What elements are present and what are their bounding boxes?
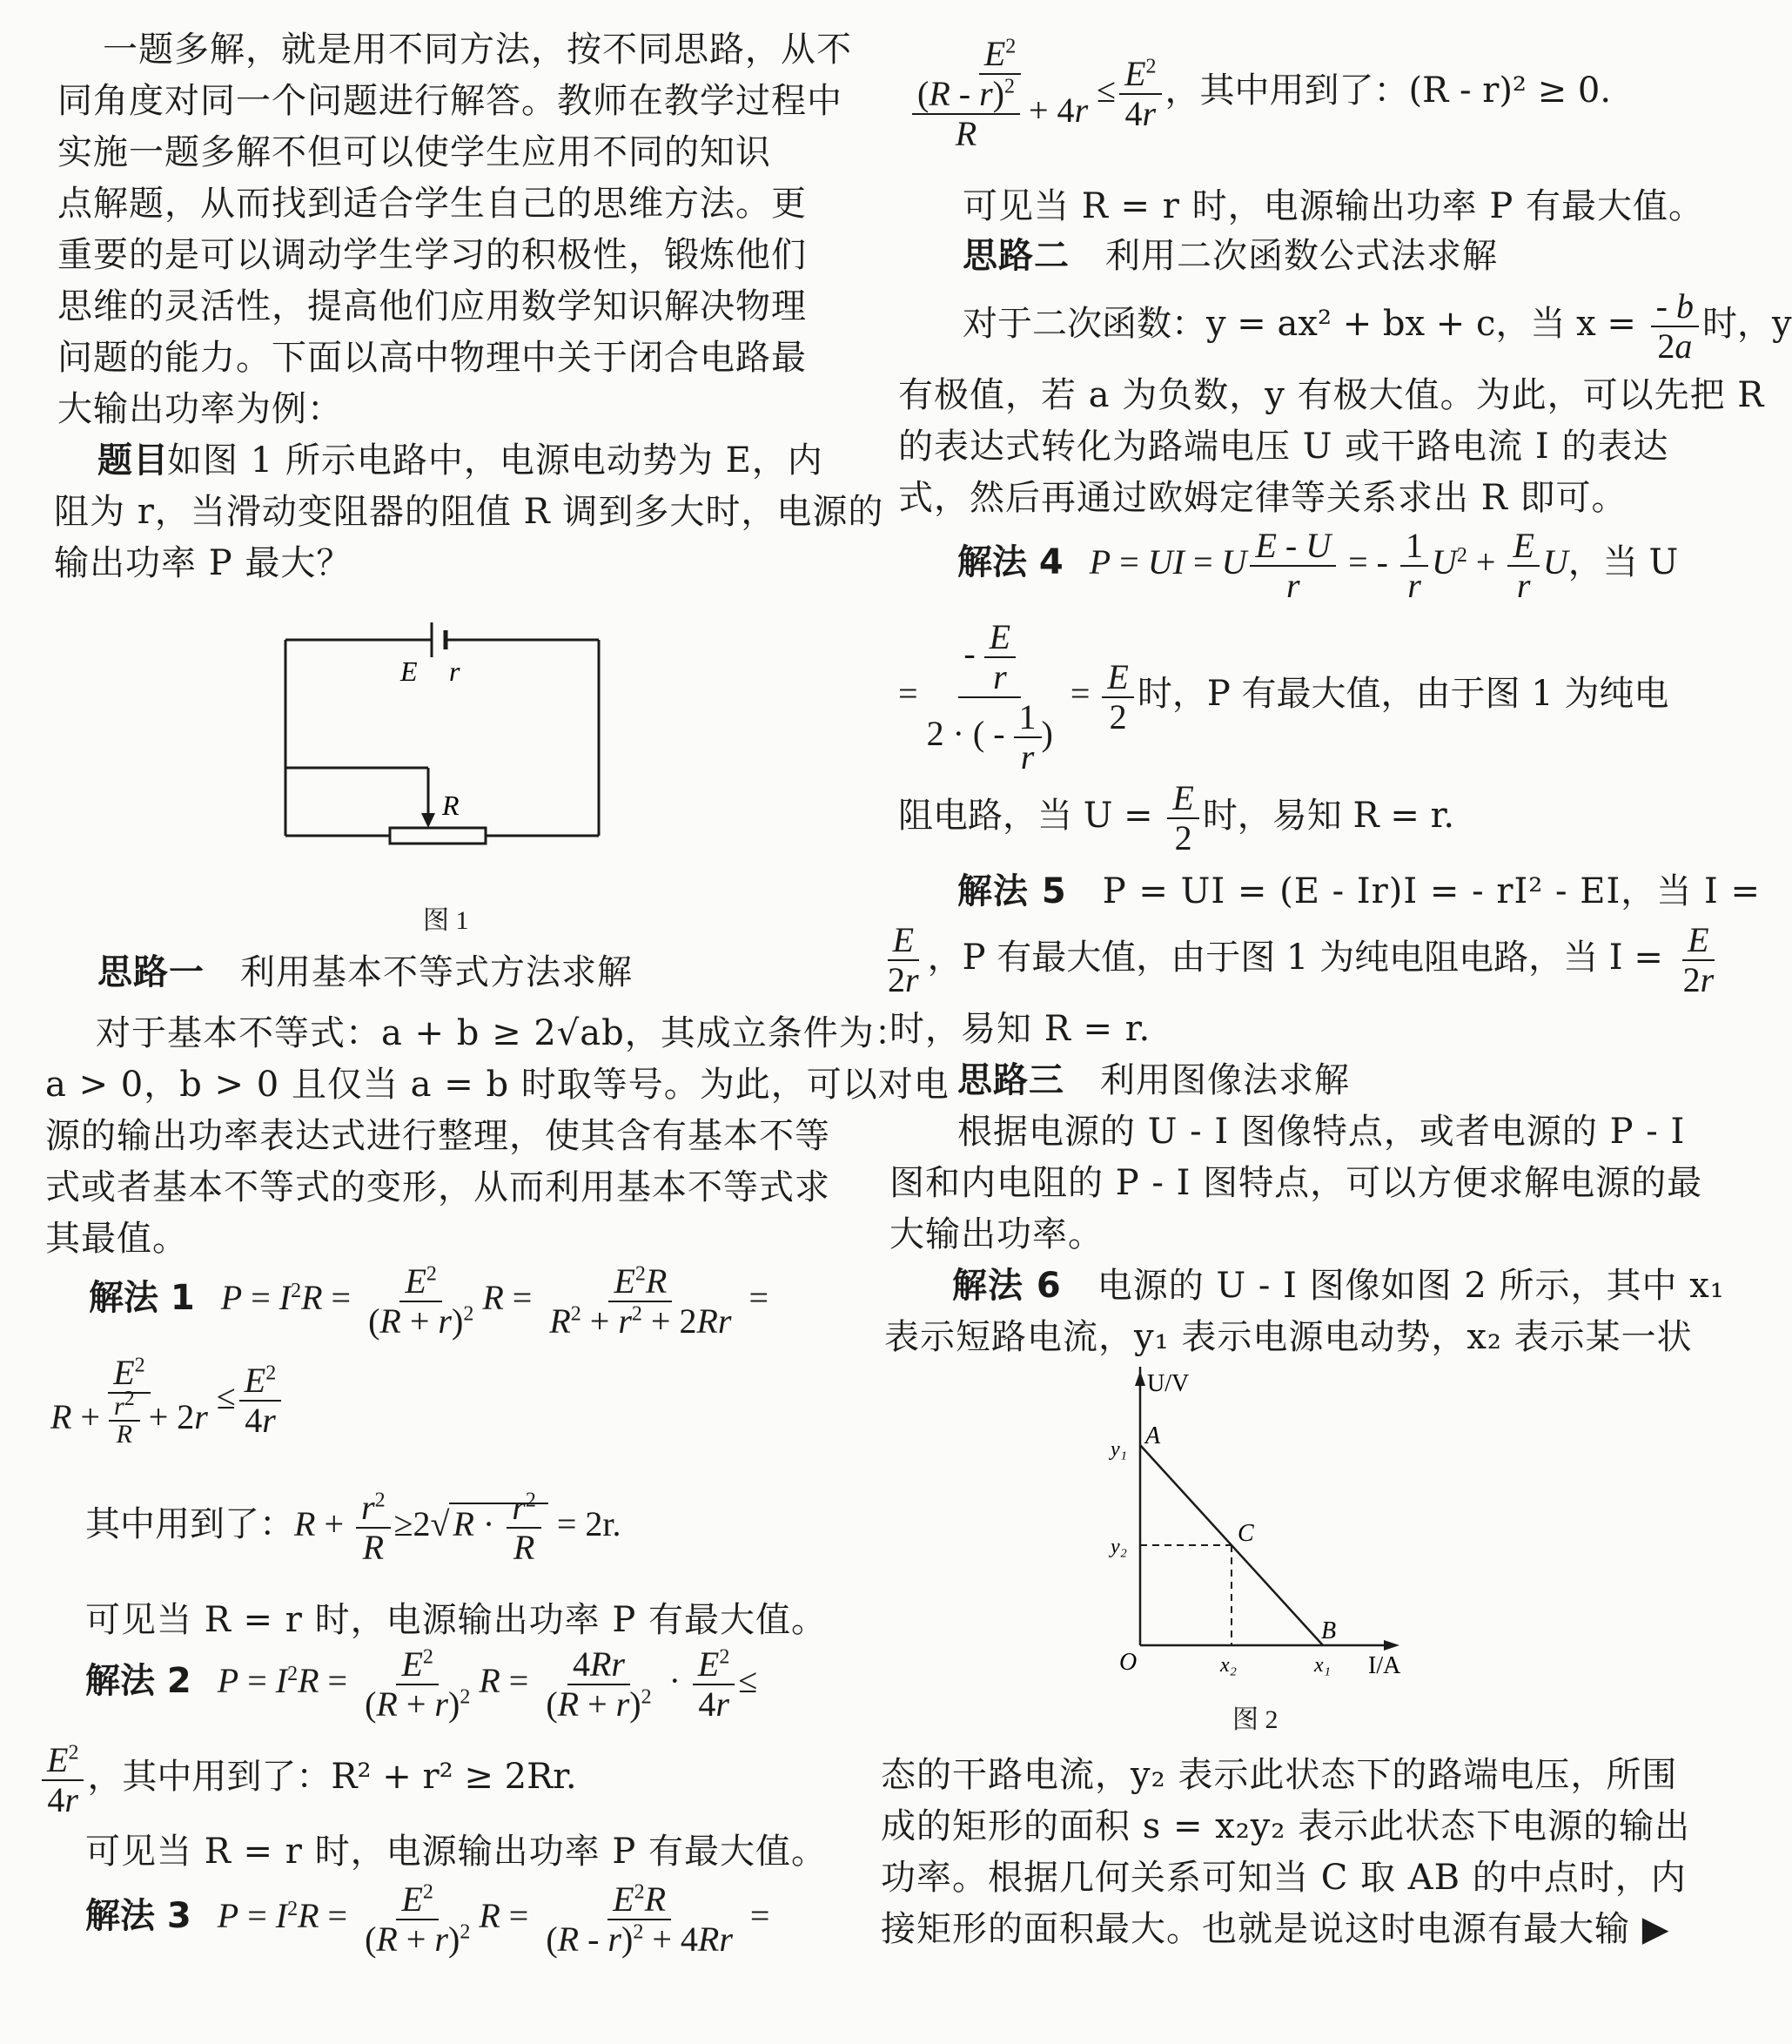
solution-4-tail-1: ，当 U (1567, 542, 1679, 583)
solution-5-line-1: P = UI = (E - Ir)I = - rI² - EI，当 I = (1102, 871, 1761, 911)
origin-label: O (1119, 1649, 1138, 1676)
figure-1-circuit (261, 609, 627, 862)
solution-3-formula: 解法 3 $P = I^2R$ = $\frac{E^2}{(R + r)^2}$ R = $\frac{E^2R}{(R - r)^2 + 4Rr}$ = (85, 1879, 770, 1959)
idea-2-line: 有极值，若 a 为负数，y 有极大值。为此，可以先把 R (898, 375, 1765, 415)
solution-6-line: 表示短路电流，y₁ 表示电源电动势，x₂ 表示某一状 (884, 1317, 1693, 1357)
solution-4-line-3b: 时，易知 R = r. (1202, 796, 1455, 836)
solution-2-note: $\frac{E^2}{4r}$ ，其中用到了：R² + r² ≥ 2Rr. (38, 1741, 577, 1819)
solution-3-label: 解法 3 (85, 1896, 191, 1937)
idea-3-title: 利用图像法求解 (1100, 1060, 1350, 1100)
solution-5-line-2-text: ，P 有最大值，由于图 1 为纯电阻电路，当 I = (927, 938, 1663, 978)
intro-line: 大输出功率为例： (57, 389, 343, 429)
solution-4-formula: 解法 4 P = UI = U $\frac{E - U}{r}$ = - $\frac{1}{r}$ $U^2$ + $\frac{E}{r}$ U，当 U (957, 526, 1679, 605)
idea-1-line: 式或者基本不等式的变形，从而利用基本不等式求 (45, 1167, 830, 1207)
solution-5-line-2: $\frac{E}{2r}$ ，P 有最大值，由于图 1 为纯电阻电路，当 I = $\frac{E}{2r}$ (888, 920, 1715, 999)
idea-2-line: 的表达式转化为路端电压 U 或干路电流 I 的表达 (898, 427, 1669, 467)
idea-1-line: 源的输出功率表达式进行整理，使其含有基本不等 (45, 1116, 830, 1156)
solution-2-conclusion: 可见当 R = r 时，电源输出功率 P 有最大值。 (85, 1832, 827, 1872)
solution-2-label: 解法 2 (85, 1661, 191, 1702)
intro-line: 实施一题多解不但可以使学生应用不同的知识 (57, 132, 771, 172)
solution-4-tail-2: 时，P 有最大值，由于图 1 为纯电 (1137, 674, 1669, 715)
solution-1-conclusion: 可见当 R = r 时，电源输出功率 P 有最大值。 (85, 1600, 827, 1640)
solution-4-formula-2: = - $\frac{E}{r}$ 2 · ( - $\frac{1}{r}$ ) = $\frac{E}{2}$ 时，P 有最大值，由于图 1 为纯电 (898, 617, 1669, 777)
solution-6-label: 解法 6 (952, 1266, 1062, 1306)
solution-1-note: 其中用到了：R + $\frac{r^2}{R}$ ≥2√ R · $\frac{r^2}{R}$ = 2r. (85, 1488, 621, 1567)
figure-2-graph (1097, 1367, 1427, 1680)
intro-line: 点解题，从而找到适合学生自己的思维方法。更 (57, 184, 807, 224)
idea-2-line-1a: 对于二次函数：y = ax² + bx + c，当 x = (963, 304, 1636, 344)
idea-2-title: 利用二次函数公式法求解 (1105, 236, 1498, 276)
y-axis-label: U/V (1147, 1370, 1190, 1397)
solution-1-note-tail: = 2r. (556, 1504, 621, 1544)
solution-3-note: ，其中用到了：(R - r)² ≥ 0. (1164, 71, 1612, 111)
idea-1-label: 思路一 (97, 952, 205, 992)
intro-line: 同角度对同一个问题进行解答。教师在教学过程中 (57, 81, 842, 121)
idea-1-line: a > 0，b > 0 且仅当 a = b 时取等号。为此，可以对电 (45, 1065, 950, 1105)
problem-line: 如图 1 所示电路中，电源电动势为 E，内 (167, 440, 823, 481)
idea-3-line: 大输出功率。 (889, 1214, 1104, 1254)
solution-5-line-3: 时，易知 R = r. (889, 1009, 1151, 1049)
solution-6-after-line: 成的矩形的面积 s = x₂y₂ 表示此状态下电源的输出 (881, 1806, 1691, 1846)
figure-1-caption: 图 1 (423, 906, 469, 935)
idea-3-label: 思路三 (957, 1060, 1064, 1100)
solution-4-line-3: 阻电路，当 U = $\frac{E}{2}$ 时，易知 R = r. (898, 778, 1455, 857)
problem-line: 阻为 r，当滑动变阻器的阻值 R 调到多大时，电源的 (54, 492, 884, 532)
point-B-label: B (1321, 1617, 1337, 1644)
point-A-label: A (1145, 1422, 1161, 1449)
solution-5-label: 解法 5 (957, 871, 1067, 911)
idea-2-line: 式，然后再通过欧姆定律等关系求出 R 即可。 (898, 478, 1628, 518)
x1-label: x₁ (1314, 1654, 1331, 1677)
solution-6-after-line: 接矩形的面积最大。也就是说这时电源有最大输 ▶ (881, 1909, 1670, 1949)
solution-3-conclusion: 可见当 R = r 时，电源输出功率 P 有最大值。 (963, 186, 1704, 226)
idea-2-line-1: 对于二次函数：y = ax² + bx + c，当 x = $\frac{- b}{2a}$ 时，y (963, 286, 1792, 366)
label-r: r (449, 656, 460, 687)
idea-3-line: 图和内电阻的 P - I 图特点，可以方便求解电源的最 (889, 1163, 1703, 1203)
solution-1-formula: 解法 1 $P = I^2R$ = $\frac{E^2}{(R + r)^2}$ R = $\frac{E^2R}{R^2 + r^2 + 2Rr}$ = (89, 1261, 769, 1341)
x-axis-label: I/A (1368, 1652, 1401, 1679)
solution-6-line: 电源的 U - I 图像如图 2 所示，其中 x₁ (1097, 1266, 1725, 1306)
label-R: R (442, 790, 460, 821)
solution-1-note-text: 其中用到了： (85, 1504, 294, 1544)
idea-1-title: 利用基本不等式方法求解 (240, 952, 633, 992)
point-C-label: C (1238, 1520, 1254, 1547)
intro-line: 一题多解，就是用不同方法，按不同思路，从不 (103, 30, 852, 70)
intro-line: 问题的能力。下面以高中物理中关于闭合电路最 (57, 338, 807, 378)
solution-3-formula-2: $E^2$ $\frac{(R - r)^2}{R}$ + 4r ≤ $\frac{E^2}{4r}$ ，其中用到了：(R - r)² ≥ 0. (903, 35, 1611, 153)
solution-4-line-3a: 阻电路，当 U = (898, 796, 1153, 836)
idea-1-line: 对于基本不等式：a + b ≥ 2√ab，其成立条件为： (96, 1013, 910, 1053)
idea-1-line: 其最值。 (45, 1219, 188, 1259)
figure-2-caption: 图 2 (1232, 1705, 1279, 1734)
x2-label: x₂ (1220, 1654, 1237, 1677)
problem-label: 题目 (97, 440, 169, 481)
intro-line: 重要的是可以调动学生学习的积极性，锻炼他们 (57, 235, 807, 275)
intro-line: 思维的灵活性，提高他们应用数学知识解决物理 (57, 286, 807, 326)
label-E: E (400, 656, 418, 687)
idea-2-label: 思路二 (963, 236, 1070, 276)
solution-2-formula: 解法 2 $P = I^2R$ = $\frac{E^2}{(R + r)^2}$ R = $\frac{4Rr}{(R + r)^2}$ · $\frac{E^2}{4r}$ ≤ (85, 1644, 758, 1724)
problem-line: 输出功率 P 最大？ (54, 543, 352, 583)
solution-1-label: 解法 1 (89, 1278, 195, 1319)
solution-6-after-line: 态的干路电流，y₂ 表示此状态下的路端电压，所围 (881, 1755, 1678, 1795)
solution-1-formula-2: $E^2$ R + $\frac{r^2}{R}$ + 2r ≤ $\frac{E^2}{4r}$ (42, 1354, 285, 1448)
solution-6-after-line: 功率。根据几何关系可知当 C 取 AB 的中点时，内 (881, 1858, 1687, 1898)
y1-label: y₁ (1111, 1438, 1127, 1461)
idea-3-line: 根据电源的 U - I 图像特点，或者电源的 P - I (957, 1112, 1686, 1152)
solution-4-label: 解法 4 (957, 542, 1064, 583)
y2-label: y₂ (1111, 1536, 1127, 1558)
solution-2-note-text: ，其中用到了：R² + r² ≥ 2Rr. (87, 1757, 577, 1798)
idea-2-line-1b: 时，y (1702, 304, 1792, 344)
